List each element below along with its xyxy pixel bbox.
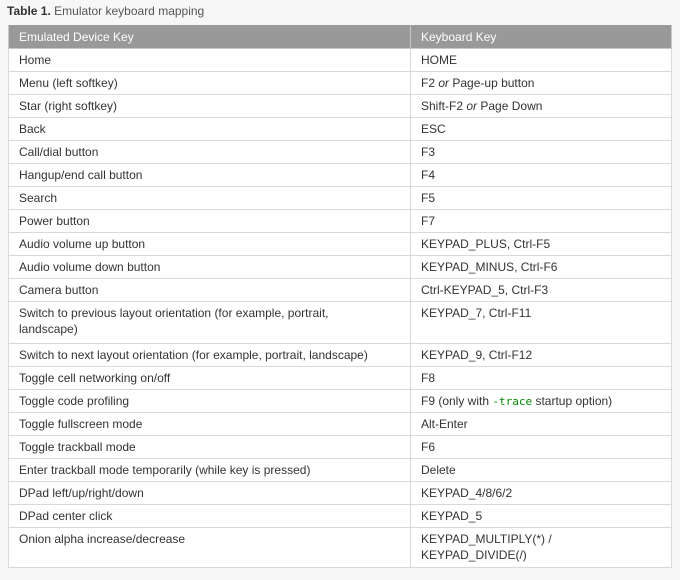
table-row bbox=[9, 505, 672, 528]
keyboard-key-cell: Ctrl-KEYPAD_5, Ctrl-F3 bbox=[411, 279, 672, 302]
keyboard-key-cell bbox=[411, 95, 672, 118]
device-key-cell: Enter trackball mode temporarily (while key is pressed) bbox=[9, 459, 411, 482]
key-alternate: Page Down bbox=[480, 99, 543, 113]
table-row bbox=[9, 436, 672, 459]
keyboard-key-cell: F8 bbox=[411, 367, 672, 390]
device-key-cell: Home bbox=[9, 49, 411, 72]
table-row bbox=[9, 187, 672, 210]
table-row bbox=[9, 164, 672, 187]
table-row bbox=[9, 72, 672, 95]
device-key-cell: Toggle fullscreen mode bbox=[9, 413, 411, 436]
table-row bbox=[9, 210, 672, 233]
device-key-cell: Audio volume up button bbox=[9, 233, 411, 256]
device-key-cell: DPad left/up/right/down bbox=[9, 482, 411, 505]
keyboard-key-cell: Delete bbox=[411, 459, 672, 482]
device-key-cell: DPad center click bbox=[9, 505, 411, 528]
keyboard-key-cell: Alt-Enter bbox=[411, 413, 672, 436]
table-row bbox=[9, 344, 672, 367]
keyboard-key-cell: F3 bbox=[411, 141, 672, 164]
key-primary: F9 (only with bbox=[421, 393, 490, 408]
device-key-cell: Menu (left softkey) bbox=[9, 72, 411, 95]
key-primary: Shift-F2 bbox=[421, 99, 464, 113]
key-or: or bbox=[466, 99, 478, 113]
key-line-1: KEYPAD_MULTIPLY(*) / bbox=[421, 532, 552, 546]
table-row bbox=[9, 482, 672, 505]
header-keyboard-key: Keyboard Key bbox=[411, 25, 672, 49]
keyboard-key-cell: F5 bbox=[411, 187, 672, 210]
key-line-2: KEYPAD_DIVIDE(/) bbox=[421, 548, 527, 562]
keyboard-key-cell bbox=[411, 528, 672, 568]
table-row bbox=[9, 528, 672, 568]
device-key-cell: Toggle cell networking on/off bbox=[9, 367, 411, 390]
device-key-cell: Call/dial button bbox=[9, 141, 411, 164]
device-key-cell: Audio volume down button bbox=[9, 256, 411, 279]
keyboard-key-cell: KEYPAD_4/8/6/2 bbox=[411, 482, 672, 505]
keyboard-key-cell: F4 bbox=[411, 164, 672, 187]
table-header-row bbox=[9, 25, 672, 49]
device-key-cell: Toggle trackball mode bbox=[9, 436, 411, 459]
keyboard-key-cell: HOME bbox=[411, 49, 672, 72]
keyboard-key-cell: KEYPAD_5 bbox=[411, 505, 672, 528]
table-row bbox=[9, 256, 672, 279]
device-key-line-2: landscape) bbox=[19, 322, 78, 336]
keyboard-key-cell bbox=[411, 72, 672, 95]
keyboard-mapping-table bbox=[8, 25, 672, 568]
key-primary: F2 bbox=[421, 76, 436, 90]
device-key-cell: Star (right softkey) bbox=[9, 95, 411, 118]
device-key-cell: Power button bbox=[9, 210, 411, 233]
device-key-cell: Toggle code profiling bbox=[9, 390, 411, 413]
table-row bbox=[9, 459, 672, 482]
key-alternate: Page-up button bbox=[452, 76, 535, 90]
table-row bbox=[9, 279, 672, 302]
header-emulated-device-key: Emulated Device Key bbox=[9, 25, 411, 49]
key-or: or bbox=[438, 76, 450, 90]
table-row bbox=[9, 233, 672, 256]
keyboard-key-cell: F7 bbox=[411, 210, 672, 233]
table-row bbox=[9, 95, 672, 118]
key-code-option: -trace bbox=[492, 394, 533, 408]
table-row bbox=[9, 118, 672, 141]
device-key-cell: Onion alpha increase/decrease bbox=[9, 528, 411, 568]
keyboard-key-cell: KEYPAD_7, Ctrl-F11 bbox=[411, 302, 672, 344]
keyboard-key-cell: ESC bbox=[411, 118, 672, 141]
keyboard-key-cell: KEYPAD_PLUS, Ctrl-F5 bbox=[411, 233, 672, 256]
keyboard-key-cell: KEYPAD_9, Ctrl-F12 bbox=[411, 344, 672, 367]
device-key-cell: Camera button bbox=[9, 279, 411, 302]
device-key-line-1: Switch to previous layout orientation (for example, portrait, bbox=[19, 306, 329, 320]
table-row bbox=[9, 49, 672, 72]
device-key-cell: Hangup/end call button bbox=[9, 164, 411, 187]
table-caption bbox=[7, 4, 204, 18]
device-key-cell bbox=[9, 302, 411, 344]
device-key-cell: Back bbox=[9, 118, 411, 141]
table-row bbox=[9, 413, 672, 436]
table-caption-text: Emulator keyboard mapping bbox=[54, 4, 205, 18]
device-key-cell: Search bbox=[9, 187, 411, 210]
table-row bbox=[9, 302, 672, 344]
keyboard-key-cell: F6 bbox=[411, 436, 672, 459]
device-key-cell: Switch to next layout orientation (for example, portrait, landscape) bbox=[9, 344, 411, 367]
key-suffix: startup option) bbox=[535, 393, 613, 408]
keyboard-key-cell: KEYPAD_MINUS, Ctrl-F6 bbox=[411, 256, 672, 279]
table-row bbox=[9, 390, 672, 413]
keyboard-key-cell bbox=[411, 390, 672, 413]
table-row bbox=[9, 367, 672, 390]
table-caption-label: Table 1. bbox=[7, 4, 51, 18]
table-row bbox=[9, 141, 672, 164]
